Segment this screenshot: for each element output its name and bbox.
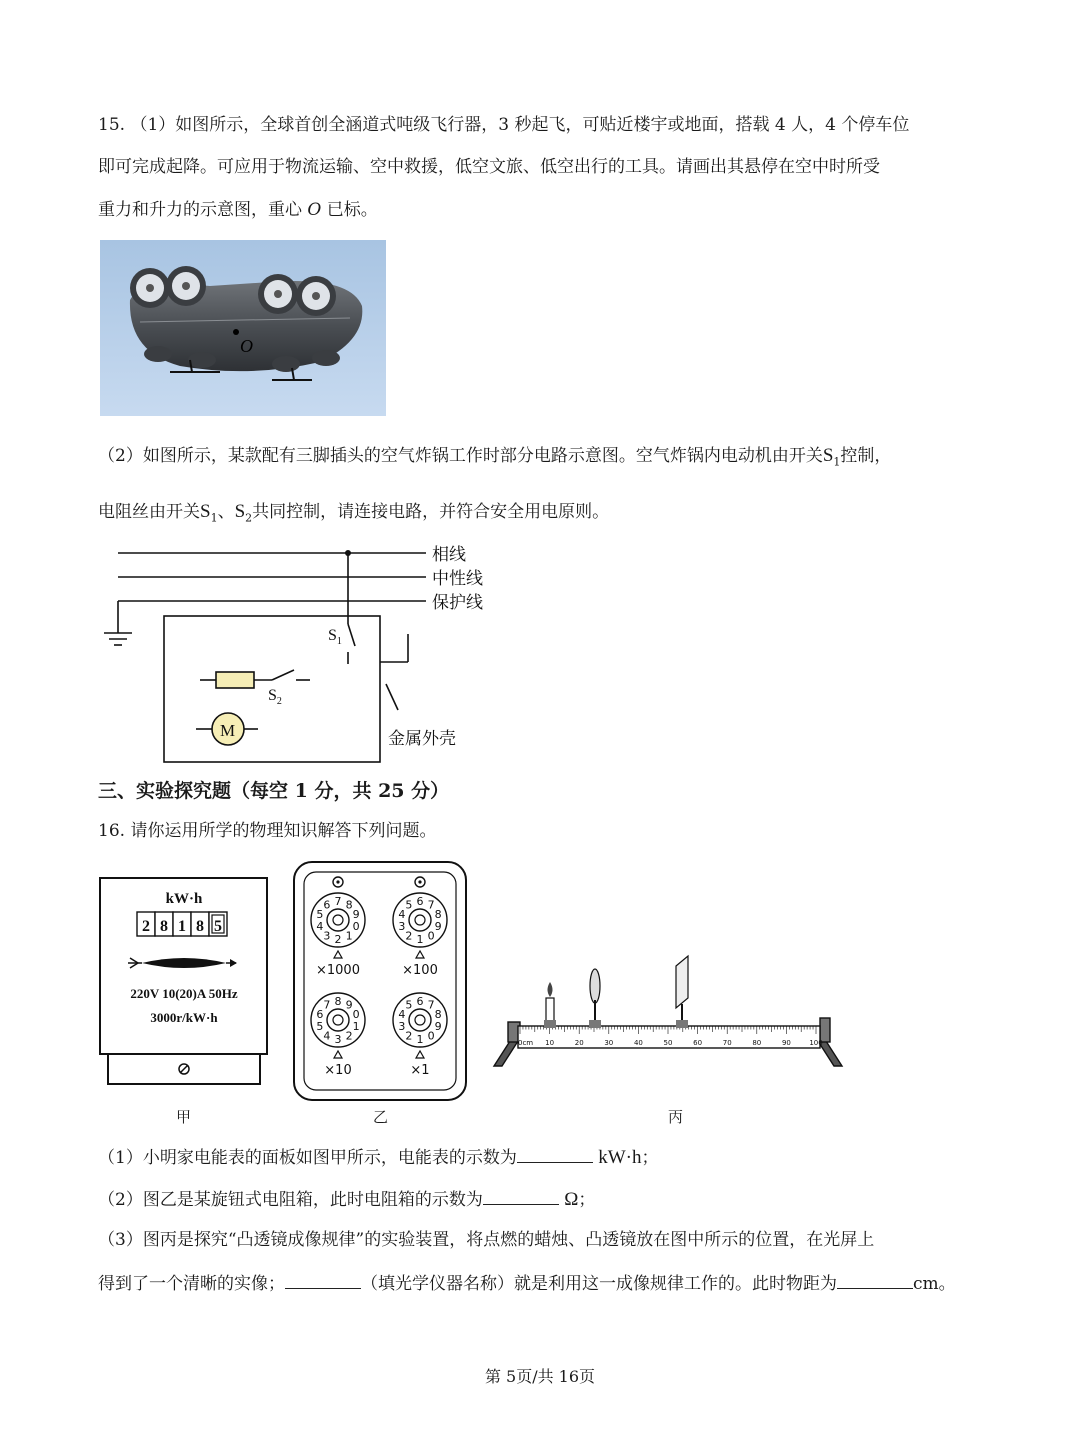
dial-number: 7 xyxy=(427,898,435,912)
electricity-meter xyxy=(98,876,270,1088)
q16-sub3-line2 xyxy=(98,1270,956,1296)
dial-number: 5 xyxy=(316,908,324,922)
metal-shell-label: 金属外壳 xyxy=(388,729,456,749)
q16-sub3-line2-middle: （填光学仪器名称）就是利用这一成像规律工作的。此时物距为 xyxy=(361,1274,837,1294)
meter-digit: 8 xyxy=(160,918,168,935)
dial-number: 6 xyxy=(316,1008,324,1022)
meter-digit: 2 xyxy=(142,918,150,935)
center-of-gravity-dot xyxy=(233,329,239,335)
heating-resistor xyxy=(216,672,254,688)
switch-s2-letter: S xyxy=(268,687,277,704)
dial-number: 8 xyxy=(334,995,342,1008)
dial-number: 1 xyxy=(352,1019,360,1033)
switch-s1-subscript-2: 1 xyxy=(210,511,218,525)
dial-number: 8 xyxy=(434,1008,442,1022)
q15-part2-line2 xyxy=(98,500,609,530)
dial-number: 9 xyxy=(434,919,442,933)
bench-tick-label: 70 xyxy=(722,1039,732,1047)
caption-yi: 乙 xyxy=(373,1108,389,1126)
dial-number: 7 xyxy=(427,998,435,1012)
ground-wire-label: 保护线 xyxy=(432,593,483,613)
switch-s2-symbol: S xyxy=(234,501,246,522)
dial-number: 2 xyxy=(334,933,342,946)
dial-multiplier: ×1 xyxy=(410,1063,430,1078)
center-of-gravity-letter: O xyxy=(307,200,322,220)
fan-rear-left xyxy=(258,274,298,314)
dial-number: 3 xyxy=(398,1019,406,1033)
dial-number: 0 xyxy=(352,919,360,933)
meter-spec-1: 220V 10(20)A 50Hz xyxy=(130,986,238,1001)
meter-unit: kW·h xyxy=(165,891,203,907)
q15-part1-line1: 15. （1）如图所示，全球首创全涵道式吨级飞行器，3 秒起飞，可贴近楼宇或地面，搭载 4 人，4 个停车位 xyxy=(98,115,910,135)
dial-number: 4 xyxy=(316,919,324,933)
q15-part2-line1 xyxy=(98,444,891,474)
dial-multiplier: ×1000 xyxy=(316,963,360,978)
neutral-wire-label: 中性线 xyxy=(432,569,483,589)
answer-blank-instrument[interactable] xyxy=(285,1270,361,1289)
motor-label: M xyxy=(220,721,236,740)
dial-number: 4 xyxy=(398,908,406,922)
bench-tick-label: 20 xyxy=(574,1039,584,1047)
dial-number: 1 xyxy=(416,933,424,946)
q15-part1-line3-end: 已标。 xyxy=(321,200,378,220)
q16-sub1 xyxy=(98,1144,659,1170)
dial-multiplier: ×100 xyxy=(402,963,438,978)
dial-number: 9 xyxy=(352,908,360,922)
dial-number: 5 xyxy=(405,998,413,1012)
aircraft-photo xyxy=(100,240,386,416)
q15-part1-line3-text: 重力和升力的示意图，重心 xyxy=(98,200,308,220)
switch-s1-sub: 1 xyxy=(336,636,342,647)
dial-number: 3 xyxy=(323,929,331,943)
dial-number: 9 xyxy=(345,998,353,1012)
dial-number: 8 xyxy=(434,908,442,922)
bench-tick-label: 60 xyxy=(693,1039,703,1047)
center-of-gravity-label: O xyxy=(240,336,253,356)
switch-s1-subscript: 1 xyxy=(833,455,841,469)
q15-part2-line2-separator: 、 xyxy=(217,502,235,522)
q15-part2-line2-text: 电阻丝由开关 xyxy=(98,502,200,522)
q16-sub2-unit: Ω xyxy=(564,1189,579,1210)
dial-number: 7 xyxy=(334,895,342,908)
dial-multiplier: ×10 xyxy=(324,1063,352,1078)
bench-tick-label: 30 xyxy=(604,1039,614,1047)
page-footer: 第 5页/共 16页 xyxy=(484,1367,596,1386)
bench-tick-label: 80 xyxy=(752,1039,762,1047)
caption-jia: 甲 xyxy=(176,1108,192,1126)
q16-sub2-text: （2）图乙是某旋钮式电阻箱，此时电阻箱的示数为 xyxy=(98,1190,483,1210)
switch-s1-symbol: S xyxy=(822,445,834,466)
switch-s1-symbol-2: S xyxy=(200,501,211,522)
dial-number: 6 xyxy=(416,995,424,1008)
switch-s2-sub: 2 xyxy=(276,696,282,707)
fan-front-right xyxy=(166,266,206,306)
fan-front-left xyxy=(130,268,170,308)
meter-digit: 1 xyxy=(178,918,186,935)
meter-spec-2: 3000r/kW·h xyxy=(150,1010,218,1025)
bench-start-label: 0cm xyxy=(518,1039,534,1047)
dial-number: 2 xyxy=(405,929,413,943)
answer-blank-object-distance[interactable] xyxy=(837,1270,913,1289)
dial-number: 1 xyxy=(345,929,353,943)
dial-number: 6 xyxy=(416,895,424,908)
circuit-diagram xyxy=(96,538,516,770)
meter-digit: 5 xyxy=(214,918,222,935)
fan-rear-right xyxy=(296,276,336,316)
dial-number: 0 xyxy=(427,1029,435,1043)
switch-s1-letter: S xyxy=(328,627,337,644)
q16-intro: 16. 请你运用所学的物理知识解答下列问题。 xyxy=(98,821,437,841)
dial-number: 6 xyxy=(323,898,331,912)
dial-number: 4 xyxy=(398,1008,406,1022)
bench-tick-label: 100 xyxy=(809,1039,823,1047)
bench-tick-label: 90 xyxy=(781,1039,791,1047)
q15-part2-line2-end: 共同控制，请连接电路，并符合安全用电原则。 xyxy=(252,502,610,522)
q15-part1-line2: 即可完成起降。可应用于物流运输、空中救援，低空文旅、低空出行的工具。请画出其悬停在空中时所受 xyxy=(98,157,880,177)
q16-sub1-unit: kW·h xyxy=(598,1147,642,1168)
bench-tick-label: 10 xyxy=(545,1039,555,1047)
q16-sub2-end: ； xyxy=(578,1190,596,1210)
dial-number: 8 xyxy=(345,898,353,912)
q16-sub3-line2-end: cm。 xyxy=(913,1274,956,1294)
candle xyxy=(544,982,556,1028)
convex-lens xyxy=(589,969,601,1028)
switch-s2-label xyxy=(268,687,282,707)
dial-number: 5 xyxy=(405,898,413,912)
optical-bench xyxy=(488,950,848,1070)
light-screen xyxy=(676,956,688,1028)
dial-number: 4 xyxy=(323,1029,331,1043)
q16-sub2 xyxy=(98,1186,595,1212)
q16-sub1-end: ； xyxy=(641,1148,659,1168)
dial-number: 2 xyxy=(345,1029,353,1043)
dial-number: 1 xyxy=(416,1033,424,1046)
dial-number: 0 xyxy=(352,1008,360,1022)
q16-sub3-line1: （3）图丙是探究“凸透镜成像规律”的实验装置，将点燃的蜡烛、凸透镜放在图中所示的位置，在光屏上 xyxy=(98,1230,875,1250)
dial-number: 5 xyxy=(316,1019,324,1033)
dial-number: 9 xyxy=(434,1019,442,1033)
meter-digit: 8 xyxy=(196,918,204,935)
switch-s2-subscript: 2 xyxy=(245,511,253,525)
live-wire-label: 相线 xyxy=(432,545,466,565)
dial-number: 2 xyxy=(405,1029,413,1043)
q15-part2-line1-end: 控制， xyxy=(840,446,892,466)
switch-s1-label xyxy=(328,627,342,647)
q16-sub1-text: （1）小明家电能表的面板如图甲所示，电能表的示数为 xyxy=(98,1148,517,1168)
q16-sub3-line2-text: 得到了一个清晰的实像； xyxy=(98,1274,285,1294)
bench-tick-label: 50 xyxy=(663,1039,673,1047)
answer-blank-meter[interactable] xyxy=(517,1144,593,1163)
bench-tick-label: 40 xyxy=(633,1039,643,1047)
dial-number: 0 xyxy=(427,929,435,943)
answer-blank-resistance[interactable] xyxy=(483,1186,559,1205)
dial-number: 3 xyxy=(398,919,406,933)
q15-part2-line1-text: （2）如图所示，某款配有三脚插头的空气炸锅工作时部分电路示意图。空气炸锅内电动机由开关 xyxy=(98,446,823,466)
caption-bing: 丙 xyxy=(668,1108,684,1126)
q15-part1-line3 xyxy=(98,198,378,222)
section-3-heading: 三、实验探究题（每空 1 分，共 25 分） xyxy=(98,780,450,802)
resistance-box xyxy=(292,860,468,1102)
dial-number: 3 xyxy=(334,1033,342,1046)
dial-number: 7 xyxy=(323,998,331,1012)
